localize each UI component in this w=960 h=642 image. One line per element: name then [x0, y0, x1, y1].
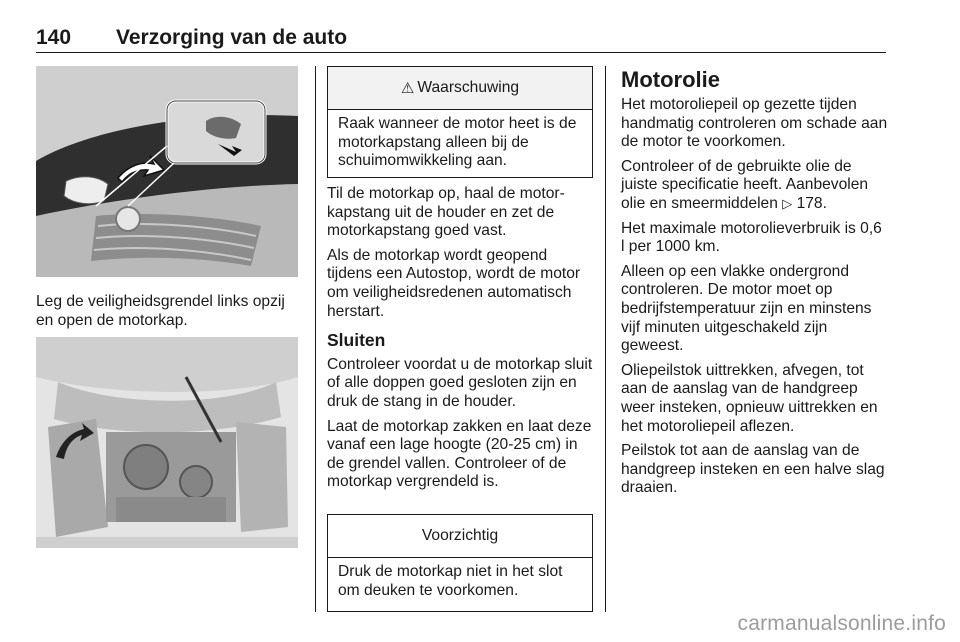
- column-1-caption: [36, 293, 306, 336]
- watermark: carmanualsonline.info: [737, 612, 946, 635]
- warning-title: Waarschuwing: [417, 79, 520, 96]
- caution-header: [328, 515, 592, 558]
- page-header: [36, 26, 886, 53]
- column-2-text: [327, 185, 595, 498]
- section-title: Motorolie: [621, 67, 720, 92]
- paragraph: Het motoroliepeil op gezette tijden handmatig controleren om schade aan de motor te voorkomen.: [621, 96, 888, 151]
- warning-text: Raak wanneer de motor heet is de motorkapstang alleen bij de schuimomwikkeling aan.: [338, 115, 577, 170]
- caution-title: Voorzichtig: [421, 527, 499, 544]
- warning-header: [328, 67, 592, 110]
- page-reference-icon: ▷: [782, 195, 793, 211]
- column-divider-2: [605, 66, 606, 612]
- paragraph: Peilstok tot aan de aanslag van de handgreep insteken en een halve slag draaien.: [621, 442, 885, 497]
- column-3-text: [621, 96, 889, 504]
- engine-bay-illustration: [36, 337, 298, 548]
- paragraph: Controleer of de gebruikte olie de juiste specificatie heeft. Aanbevolen olie en smeermiddelen ▷ 178.: [621, 157, 869, 212]
- paragraph: Controleer voordat u de motorkap sluit of alle doppen goed gesloten zijn en druk de stang in de houder.: [327, 355, 593, 410]
- paragraph: Alleen op een vlakke ondergrond controleren. De motor moet op bedrijfstemperatuur zijn en minstens vijf minuten uitgeschakeld zijn geweest.: [621, 262, 872, 355]
- page-reference: 178.: [796, 194, 827, 212]
- page-number: 140: [36, 26, 72, 49]
- warning-triangle-icon: ⚠: [400, 80, 415, 97]
- caution-text: Druk de motorkap niet in het slot om deuken te voorkomen.: [338, 563, 563, 599]
- figure-caption: Leg de veiligheidsgrendel links opzij en open de motorkap.: [36, 293, 285, 329]
- paragraph: Laat de motorkap zakken en laat deze vanaf een lage hoogte (20-25 cm) in de grendel vallen. Controleer of de motorkap vergrendeld is.: [327, 417, 592, 491]
- paragraph: Oliepeilstok uittrekken, afvegen, tot aan de aanslag van de handgreep weer insteken, opnieuw uittrekken en het motoroliepeil aflezen.: [621, 361, 878, 435]
- column-divider-1: [315, 66, 316, 612]
- paragraph: Als de motorkap wordt geopend tijdens een Autostop, wordt de motor om veiligheidsredenen automatisch herstart.: [327, 246, 581, 320]
- section-heading: Sluiten: [327, 330, 386, 351]
- chapter-title: Verzorging van de auto: [116, 26, 348, 49]
- warning-box: [327, 66, 593, 178]
- caution-box: [327, 514, 593, 612]
- paragraph: Til de motorkap op, haal de motorkapstang uit de houder en zet de motorkapstang goed vast.: [327, 185, 565, 240]
- paragraph: Het maximale motorolieverbruik is 0,6 l per 1000 km.: [621, 219, 882, 256]
- hood-latch-illustration: [36, 66, 298, 277]
